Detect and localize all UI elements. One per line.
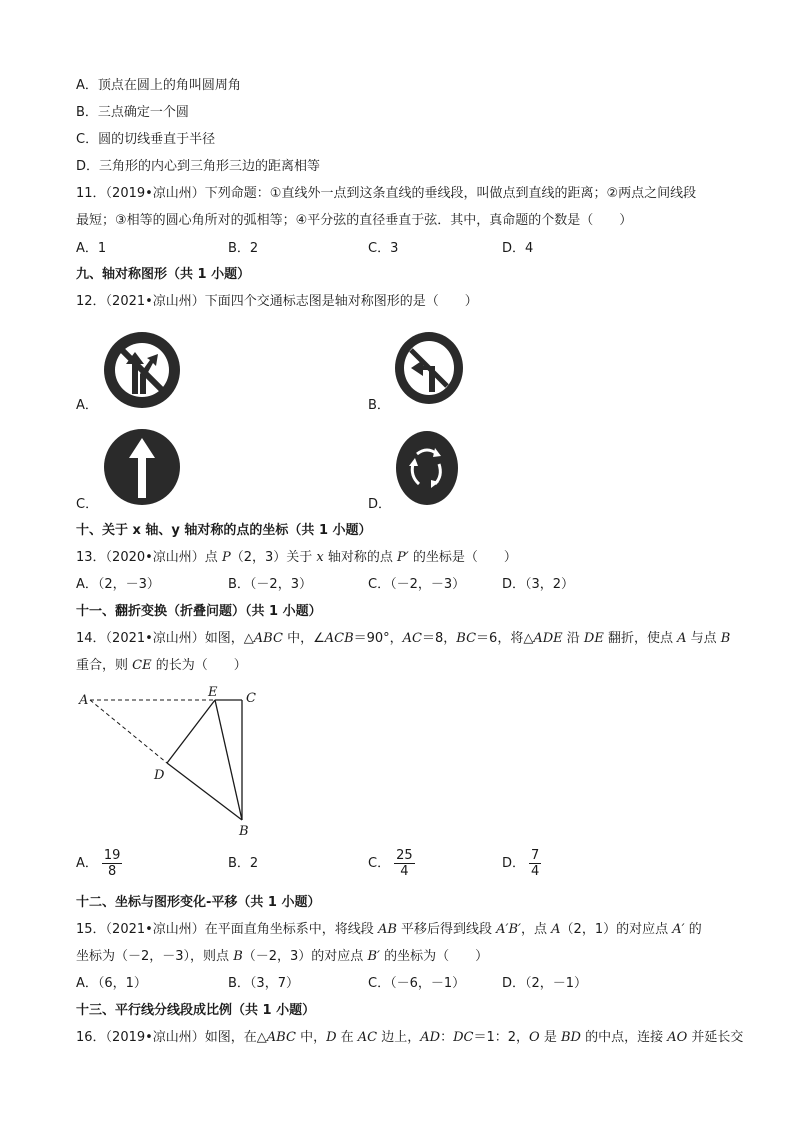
q14-var: DE bbox=[583, 631, 604, 646]
option-label: D． bbox=[502, 856, 526, 871]
q16-text-part: 边上， bbox=[377, 1030, 421, 1045]
q12-text: 12．（2021•凉山州）下面四个交通标志图是轴对称图形的是（ ） bbox=[76, 294, 478, 309]
q15-text-part: ，点 bbox=[521, 922, 552, 937]
figure-label-b: B bbox=[239, 824, 249, 839]
q14-option-c bbox=[368, 848, 415, 879]
q15-text-part: 坐标为（－2，－3），则点 bbox=[76, 949, 234, 964]
q16-var: AO bbox=[667, 1030, 688, 1045]
numerator: 7 bbox=[531, 848, 540, 863]
q11-option-b: B．2 bbox=[228, 241, 259, 256]
section-12-heading: 十二、坐标与图形变化-平移（共 1 小题） bbox=[76, 895, 321, 910]
q14-text-line2 bbox=[76, 658, 247, 674]
prev-option-d: D．三角形的内心到三角形三边的距离相等 bbox=[76, 159, 321, 174]
q13-option-d: D．（3，2） bbox=[502, 577, 575, 592]
q15-var: A′B′ bbox=[496, 922, 522, 937]
q14-text-part: 翻折，使点 bbox=[603, 631, 678, 646]
denominator: 4 bbox=[400, 864, 409, 879]
q15-text-line2 bbox=[76, 949, 488, 965]
denominator: 4 bbox=[531, 864, 540, 879]
q14-text-part: 与点 bbox=[686, 631, 721, 646]
q13-var-x: x bbox=[316, 550, 324, 565]
q11-option-d: D．4 bbox=[502, 241, 534, 256]
q16-text-part: 是 bbox=[539, 1030, 561, 1045]
q16-var: BD bbox=[560, 1030, 581, 1045]
fraction bbox=[394, 848, 415, 879]
q16-text-part: ＝1：2， bbox=[473, 1030, 530, 1045]
q13-var-p: P bbox=[221, 550, 231, 565]
section-9-heading: 九、轴对称图形（共 1 小题） bbox=[76, 267, 251, 282]
q14-text-part: 重合，则 bbox=[76, 658, 133, 673]
q15-text-part: 平移后得到线段 bbox=[396, 922, 497, 937]
q14-text-part: ＝90°， bbox=[353, 631, 403, 646]
q15-text-part: 15．（2021•凉山州）在平面直角坐标系中，将线段 bbox=[76, 922, 378, 937]
q14-text-part: 沿 bbox=[562, 631, 584, 646]
figure-label-c: C bbox=[246, 691, 256, 706]
q16-text-part: ： bbox=[440, 1030, 454, 1045]
fraction bbox=[529, 848, 541, 879]
q14-var: B bbox=[720, 631, 731, 646]
q15-var: A bbox=[551, 922, 561, 937]
q12-label-b: B． bbox=[368, 398, 390, 413]
q14-option-d bbox=[502, 848, 541, 879]
straight-ahead-sign-icon bbox=[103, 428, 181, 506]
q16-var: AC bbox=[357, 1030, 378, 1045]
q14-option-b: B．2 bbox=[228, 856, 259, 871]
q16-var: AD bbox=[420, 1030, 441, 1045]
q16-var: DC bbox=[453, 1030, 474, 1045]
q16-var: O bbox=[529, 1030, 540, 1045]
q13-var-p-prime: P′ bbox=[396, 550, 409, 565]
section-11-heading: 十一、翻折变换（折叠问题）（共 1 小题） bbox=[76, 604, 322, 619]
q15-var: A′ bbox=[672, 922, 685, 937]
q12-label-a: A． bbox=[76, 398, 98, 413]
q16-text-part: 并延长交 bbox=[687, 1030, 744, 1045]
q14-var: ACB bbox=[324, 631, 354, 646]
section-13-heading: 十三、平行线分线段成比例（共 1 小题） bbox=[76, 1003, 316, 1018]
figure-label-a: A bbox=[79, 693, 89, 708]
q15-var: B bbox=[233, 949, 243, 964]
q16-text-line1 bbox=[76, 1030, 743, 1046]
q11-text-line1: 11．（2019•凉山州）下列命题：①直线外一点到这条直线的垂线段，叫做点到直线的距离；②两点之间线段 bbox=[76, 186, 697, 201]
prev-option-b: B．三点确定一个圆 bbox=[76, 105, 189, 120]
q13-text bbox=[76, 550, 517, 566]
q14-var: ADE bbox=[533, 631, 563, 646]
q13-text-part: 轴对称的点 bbox=[323, 550, 397, 565]
numerator: 19 bbox=[103, 848, 121, 863]
option-label: A． bbox=[76, 856, 98, 871]
q14-triangle-figure bbox=[70, 684, 270, 839]
q14-text-part: 14．（2021•凉山州）如图，△ bbox=[76, 631, 254, 646]
q15-var: B′ bbox=[367, 949, 380, 964]
q11-option-a: A．1 bbox=[76, 241, 107, 256]
figure-label-e: E bbox=[208, 685, 218, 700]
q13-option-b: B．（－2，3） bbox=[228, 577, 312, 592]
q15-text-line1 bbox=[76, 922, 702, 938]
q15-option-a: A．（6，1） bbox=[76, 976, 147, 991]
roundabout-sign-icon bbox=[395, 430, 459, 506]
option-label: C． bbox=[368, 856, 391, 871]
q15-text-part: 的坐标为（ ） bbox=[379, 949, 489, 964]
q14-text-part: 的长为（ ） bbox=[151, 658, 247, 673]
q13-text-part: 13．（2020•凉山州）点 bbox=[76, 550, 222, 565]
numerator: 25 bbox=[396, 848, 413, 863]
q15-text-part: 的 bbox=[684, 922, 702, 937]
q13-text-part: 的坐标是（ ） bbox=[408, 550, 517, 565]
q14-var: AC bbox=[402, 631, 423, 646]
q15-option-c: C．（－6，－1） bbox=[368, 976, 466, 991]
q14-var: ABC bbox=[253, 631, 283, 646]
q14-text-part: ＝8， bbox=[422, 631, 457, 646]
q15-text-part: （－2，3）的对应点 bbox=[242, 949, 368, 964]
q14-text-part: 中，∠ bbox=[282, 631, 325, 646]
q15-option-b: B．（3，7） bbox=[228, 976, 299, 991]
figure-label-d: D bbox=[154, 768, 165, 783]
q11-option-c: C．3 bbox=[368, 241, 399, 256]
q14-option-a bbox=[76, 848, 122, 879]
q14-text-line1 bbox=[76, 631, 730, 647]
q14-var: CE bbox=[132, 658, 152, 673]
prev-option-c: C．圆的切线垂直于半径 bbox=[76, 132, 216, 147]
prev-option-a: A．顶点在圆上的角叫圆周角 bbox=[76, 78, 241, 93]
q14-var: BC bbox=[456, 631, 477, 646]
no-straight-or-right-turn-sign-icon bbox=[102, 330, 182, 410]
fraction bbox=[102, 848, 123, 879]
q13-option-a: A．（2，－3） bbox=[76, 577, 160, 592]
q16-var: ABC bbox=[266, 1030, 296, 1045]
q14-var: A bbox=[677, 631, 687, 646]
q16-text-part: 的中点，连接 bbox=[580, 1030, 668, 1045]
section-10-heading: 十、关于 x 轴、y 轴对称的点的坐标（共 1 小题） bbox=[76, 523, 372, 538]
denominator: 8 bbox=[108, 864, 117, 879]
q16-text-part: 16．（2019•凉山州）如图，在△ bbox=[76, 1030, 267, 1045]
q16-text-part: 中， bbox=[295, 1030, 327, 1045]
q15-var: AB bbox=[377, 922, 397, 937]
q15-option-d: D．（2，－1） bbox=[502, 976, 588, 991]
q13-option-c: C．（－2，－3） bbox=[368, 577, 466, 592]
q12-label-d: D． bbox=[368, 497, 392, 512]
no-left-turn-sign-icon bbox=[393, 330, 465, 406]
q16-text-part: 在 bbox=[336, 1030, 358, 1045]
q12-label-c: C． bbox=[76, 497, 99, 512]
q11-text-line2: 最短；③相等的圆心角所对的弧相等；④平分弦的直径垂直于弦．其中，真命题的个数是（ ） bbox=[76, 213, 633, 228]
q14-text-part: ＝6，将△ bbox=[476, 631, 534, 646]
q13-text-part: （2，3）关于 bbox=[230, 550, 317, 565]
q15-text-part: （2，1）的对应点 bbox=[560, 922, 673, 937]
q16-var: D bbox=[326, 1030, 337, 1045]
